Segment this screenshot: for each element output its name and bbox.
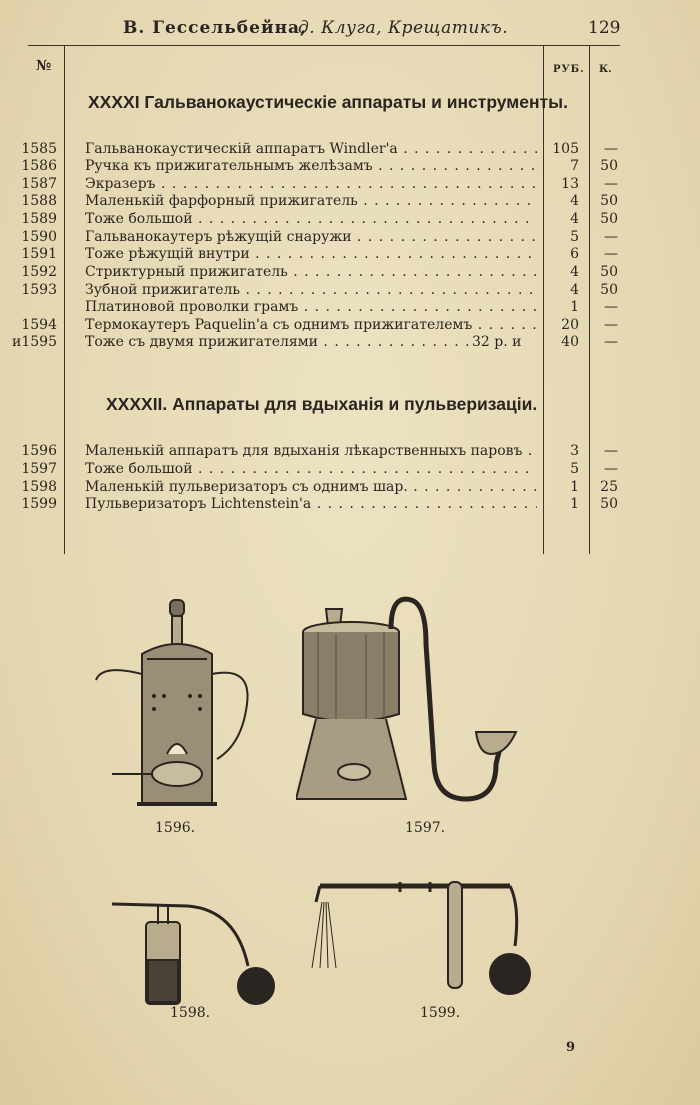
item-name: Экразеръ . . .: [85, 176, 537, 193]
item-number: 1596: [21, 443, 57, 459]
item-number: 1599: [21, 496, 57, 512]
item-rubles: 4: [570, 264, 579, 280]
item-rubles: 4: [570, 193, 579, 209]
page-number: 129: [588, 18, 621, 38]
item-kopecks: —: [604, 229, 618, 245]
table-row: [0, 141, 700, 158]
item-number: 1590: [21, 229, 57, 245]
item-number: 1589: [21, 211, 57, 227]
item-kopecks: 50: [600, 282, 618, 298]
item-kopecks: —: [604, 334, 618, 350]
item-name: Гальванокаутеръ рѣжущій снаружи . . .: [85, 229, 537, 246]
item-rubles: 5: [570, 229, 579, 245]
item-number: 1592: [21, 264, 57, 280]
item-number: 1594: [21, 317, 57, 333]
item-rubles: 5: [570, 461, 579, 477]
merchant-name: В. Гессельбейна,: [123, 18, 307, 38]
column-header-rubles: РУБ.: [553, 64, 585, 75]
item-kopecks: 50: [600, 211, 618, 227]
item-name: Тоже съ двумя прижигателями . . .: [85, 334, 470, 351]
item-kopecks: 25: [600, 479, 618, 495]
item-rubles: 4: [570, 282, 579, 298]
figure-caption: 1596.: [155, 820, 196, 836]
table-row: [0, 317, 700, 334]
page-header: [0, 18, 700, 46]
item-kopecks: —: [604, 299, 618, 315]
item-rubles: 105: [552, 141, 579, 157]
table-row: [0, 246, 700, 263]
item-name: Маленькій аппаратъ для вдыханія лѣкарственныхъ паровъ . . .: [85, 443, 537, 460]
item-number: 1585: [21, 141, 57, 157]
item-kopecks: —: [604, 176, 618, 192]
item-name: Стриктурный прижигатель . . .: [85, 264, 537, 281]
item-rubles: 1: [570, 496, 579, 512]
item-kopecks: —: [604, 443, 618, 459]
item-number: и1595: [12, 334, 57, 350]
table-row: [0, 176, 700, 193]
inhaler-large-illustration: [296, 594, 518, 816]
item-name: Тоже рѣжущій внутри . . .: [85, 246, 537, 263]
item-rubles: 20: [561, 317, 579, 333]
item-kopecks: 50: [600, 264, 618, 280]
item-kopecks: 50: [600, 158, 618, 174]
inhaler-small-illustration: [92, 594, 252, 816]
table-row: [0, 282, 700, 299]
item-rubles: 13: [561, 176, 579, 192]
item-number: 1593: [21, 282, 57, 298]
item-kopecks: —: [604, 317, 618, 333]
table-row: [0, 264, 700, 281]
item-number: 1587: [21, 176, 57, 192]
section-title-galvanocaustic: XXXXI Гальванокаустическіе аппараты и инструменты.: [88, 92, 568, 112]
item-kopecks: —: [604, 246, 618, 262]
table-row: [0, 211, 700, 228]
item-name: Ручка къ прижигательнымъ желѣзамъ . . .: [85, 158, 537, 175]
item-number: 1598: [21, 479, 57, 495]
item-name: Тоже большой . . .: [85, 461, 537, 478]
section-title-inhalation: XXXXII. Аппараты для вдыханія и пульверизаціи.: [106, 394, 538, 414]
printer-signature-mark: 9: [566, 1040, 576, 1055]
item-price-note: 32 р. и: [472, 334, 522, 350]
table-row: [0, 461, 700, 478]
table-row: [0, 334, 700, 351]
item-name: Термокаутеръ Paquelin'а съ однимъ прижигателемъ . . .: [85, 317, 537, 334]
item-rubles: 1: [570, 479, 579, 495]
item-rubles: 4: [570, 211, 579, 227]
table-row: [0, 229, 700, 246]
item-name: Тоже большой . . .: [85, 211, 537, 228]
item-name: Зубной прижигатель . . .: [85, 282, 537, 299]
item-number: 1591: [21, 246, 57, 262]
item-name: Гальванокаустическій аппаратъ Windler'а . . .: [85, 141, 537, 158]
item-kopecks: 50: [600, 496, 618, 512]
item-number: 1597: [21, 461, 57, 477]
table-row: [0, 193, 700, 210]
item-rubles: 1: [570, 299, 579, 315]
column-header-kopecks: К.: [599, 64, 612, 75]
pulverizer-lichtenstein-illustration: [310, 876, 540, 1006]
item-name: Маленькій пульверизаторъ съ однимъ шар. . . .: [85, 479, 537, 496]
figure-caption: 1598.: [170, 1005, 211, 1021]
table-row: [0, 479, 700, 496]
merchant-address: д. Клуга, Крещатикъ.: [298, 18, 509, 38]
table-row: [0, 299, 700, 316]
pulverizer-small-illustration: [108, 896, 278, 1008]
table-row: [0, 496, 700, 513]
item-number: 1588: [21, 193, 57, 209]
item-kopecks: —: [604, 141, 618, 157]
table-row: [0, 158, 700, 175]
item-rubles: 3: [570, 443, 579, 459]
item-name: Маленькій фарфорный прижигатель . . .: [85, 193, 537, 210]
item-rubles: 6: [570, 246, 579, 262]
table-row: [0, 443, 700, 460]
item-kopecks: —: [604, 461, 618, 477]
item-name: Пульверизаторъ Lichtenstein'а . . .: [85, 496, 537, 513]
item-rubles: 40: [561, 334, 579, 350]
figure-caption: 1597.: [405, 820, 446, 836]
item-rubles: 7: [570, 158, 579, 174]
item-name: Платиновой проволки грамъ . . .: [85, 299, 537, 316]
header-rule: [28, 45, 620, 46]
column-header-number: №: [36, 58, 52, 74]
item-kopecks: 50: [600, 193, 618, 209]
item-number: 1586: [21, 158, 57, 174]
figure-caption: 1599.: [420, 1005, 461, 1021]
